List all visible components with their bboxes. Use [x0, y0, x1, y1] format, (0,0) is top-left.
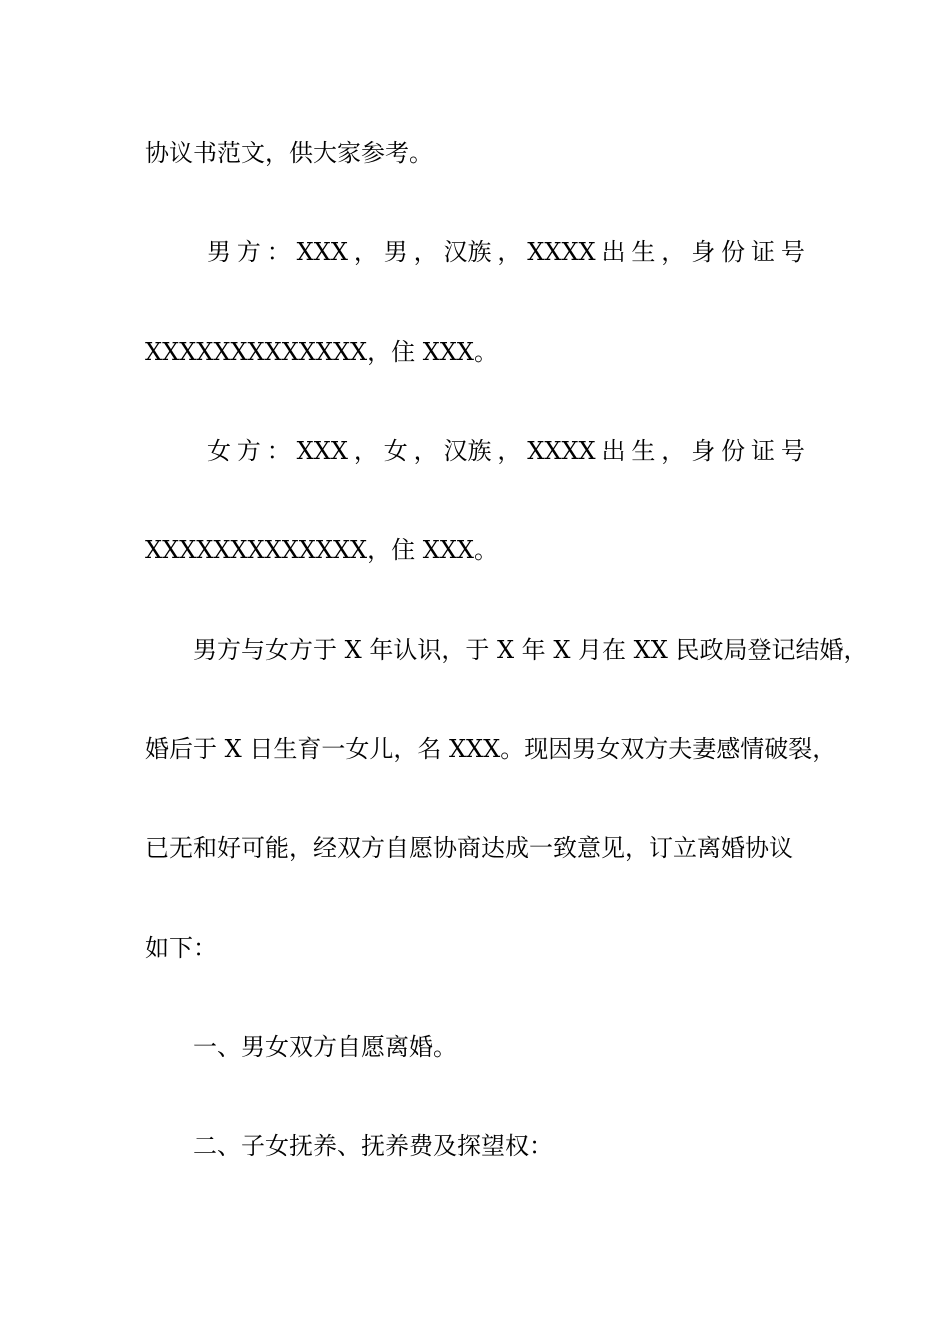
male-part: ， — [413, 238, 438, 266]
female-part: 号 — [780, 437, 805, 465]
male-part: ， — [353, 238, 378, 266]
female-part: 份 — [721, 437, 746, 465]
female-part: 证 — [750, 437, 775, 465]
male-part: 男 — [383, 238, 408, 266]
female-part: 出 — [601, 437, 626, 465]
female-part: ， — [353, 437, 378, 465]
male-part: 身 — [691, 238, 716, 266]
female-part: 女 — [207, 437, 231, 465]
male-part: XXX — [296, 238, 348, 266]
paragraph-line-2: 婚后于 X 日生育一女儿，名 XXX。现因男女双方夫妻感情破裂， — [145, 735, 837, 763]
female-party-line — [145, 436, 805, 466]
paragraph-line-3: 已无和好可能，经双方自愿协商达成一致意见，订立离婚协议 — [145, 834, 793, 862]
female-part: 方 — [236, 437, 261, 465]
female-part: XXX — [296, 437, 348, 465]
female-party-continuation: XXXXXXXXXXXXX，住 XXX。 — [145, 536, 499, 564]
clause-2: 二、子女抚养、抚养费及探望权： — [193, 1132, 553, 1160]
female-part: ， — [661, 437, 686, 465]
female-part: 汉族 — [443, 437, 492, 465]
female-part: 女 — [383, 437, 408, 465]
female-part: XXXX — [527, 437, 596, 465]
female-part: 身 — [691, 437, 716, 465]
male-part: ， — [661, 238, 686, 266]
paragraph-line-4: 如下： — [145, 934, 217, 962]
male-part: 生 — [631, 238, 656, 266]
male-part: 方 — [236, 238, 261, 266]
male-part: ， — [497, 238, 522, 266]
male-part: XXXX — [527, 238, 596, 266]
male-part: 号 — [780, 238, 805, 266]
male-part: 证 — [750, 238, 775, 266]
female-part: 生 — [631, 437, 656, 465]
paragraph-line-1: 男方与女方于 X 年认识，于 X 年 X 月在 XX 民政局登记结婚， — [193, 636, 868, 664]
intro-line: 协议书范文，供大家参考。 — [145, 139, 433, 167]
female-part: ， — [413, 437, 438, 465]
female-part: ： — [266, 437, 291, 465]
male-party-line — [145, 237, 805, 267]
male-part: 男 — [207, 238, 231, 266]
male-part: 汉族 — [443, 238, 492, 266]
male-part: ： — [266, 238, 291, 266]
male-party-continuation: XXXXXXXXXXXXX，住 XXX。 — [145, 338, 499, 366]
male-part: 份 — [721, 238, 746, 266]
female-part: ， — [497, 437, 522, 465]
clause-1: 一、男女双方自愿离婚。 — [193, 1033, 457, 1061]
male-part: 出 — [601, 238, 626, 266]
